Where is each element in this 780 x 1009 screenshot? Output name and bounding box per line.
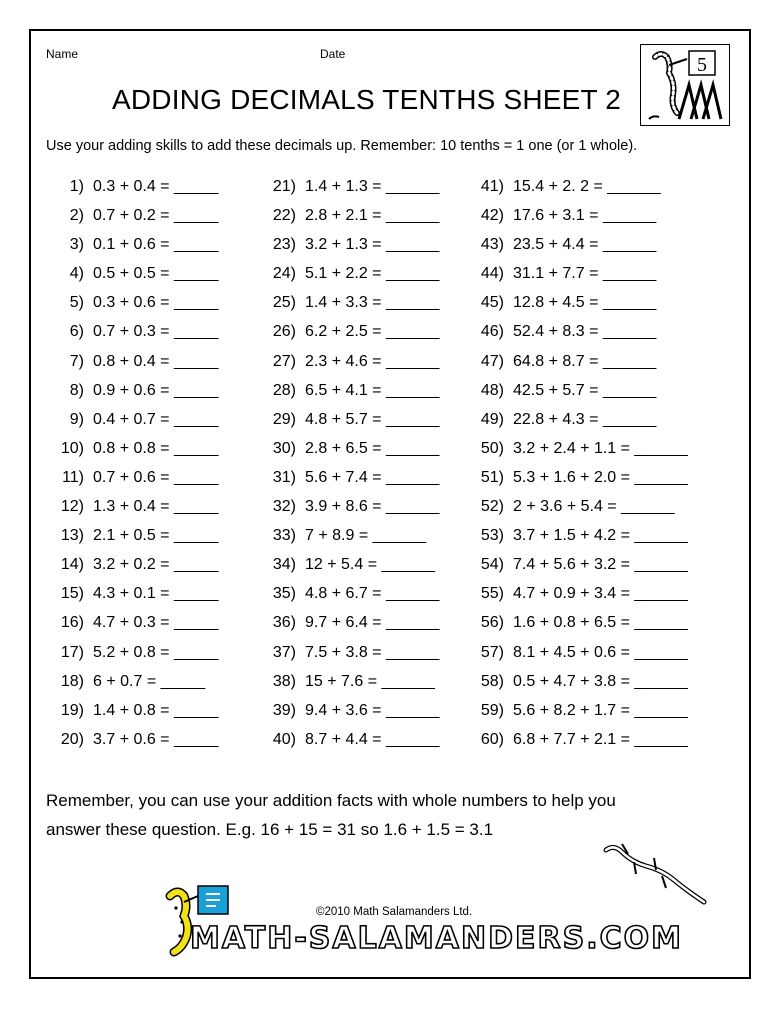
question-expression: 2.8 + 2.1 = ______ — [305, 207, 440, 225]
question-number: 20) — [60, 730, 84, 748]
question-expression: 1.4 + 0.8 = _____ — [93, 701, 219, 719]
question-number: 40) — [272, 730, 296, 748]
question-number: 7) — [69, 352, 84, 370]
question-expression: 2.8 + 6.5 = ______ — [305, 439, 440, 457]
question-expression: 4.3 + 0.1 = _____ — [93, 585, 219, 603]
question-number: 24) — [272, 265, 296, 283]
question-expression: 3.7 + 1.5 + 4.2 = ______ — [513, 527, 688, 545]
question-expression: 5.3 + 1.6 + 2.0 = ______ — [513, 468, 688, 486]
question-row — [46, 642, 218, 671]
question-row — [46, 234, 218, 263]
question-expression: 0.3 + 0.6 = _____ — [93, 294, 219, 312]
question-number: 23) — [272, 236, 296, 254]
question-row — [458, 496, 688, 525]
question-row — [458, 292, 688, 321]
question-row — [46, 292, 218, 321]
question-number: 48) — [480, 381, 504, 399]
question-row — [46, 612, 218, 641]
question-number: 34) — [272, 556, 296, 574]
question-row — [252, 205, 439, 234]
question-expression: 4.7 + 0.9 + 3.4 = ______ — [513, 585, 688, 603]
question-number: 41) — [480, 178, 504, 195]
question-row — [46, 263, 218, 292]
question-row — [46, 671, 218, 700]
question-number: 16) — [60, 614, 84, 632]
question-row — [458, 583, 688, 612]
question-row — [458, 729, 688, 758]
question-row — [46, 438, 218, 467]
question-number: 38) — [272, 672, 296, 690]
question-row — [46, 700, 218, 729]
question-number: 54) — [480, 556, 504, 574]
question-expression: 0.9 + 0.6 = _____ — [93, 381, 219, 399]
grade-logo — [640, 44, 730, 126]
question-expression: 2.3 + 4.6 = ______ — [305, 352, 440, 370]
question-expression: 17.6 + 3.1 = ______ — [513, 207, 657, 225]
brand-name: MATH-SALAMANDERS.COM — [190, 921, 683, 956]
question-expression: 7.4 + 5.6 + 3.2 = ______ — [513, 556, 688, 574]
question-number: 56) — [480, 614, 504, 632]
question-number: 60) — [480, 730, 504, 748]
question-expression: 5.6 + 8.2 + 1.7 = ______ — [513, 701, 688, 719]
question-number: 18) — [60, 672, 84, 690]
question-row — [458, 234, 688, 263]
question-expression: 3.2 + 0.2 = _____ — [93, 556, 219, 574]
date-label: Date — [320, 47, 346, 61]
question-number: 33) — [272, 527, 296, 545]
question-number: 49) — [480, 410, 504, 428]
question-expression: 6 + 0.7 = _____ — [93, 672, 206, 690]
question-number: 6) — [69, 323, 84, 341]
question-row — [46, 525, 218, 554]
question-expression: 0.8 + 0.8 = _____ — [93, 439, 219, 457]
question-number: 14) — [60, 556, 84, 574]
question-number: 2) — [69, 207, 84, 225]
question-row — [252, 263, 439, 292]
question-number: 9) — [69, 410, 84, 428]
question-expression: 5.6 + 7.4 = ______ — [305, 468, 440, 486]
question-row — [458, 321, 688, 350]
name-label: Name — [46, 47, 79, 61]
question-number: 5) — [69, 294, 84, 312]
question-row — [458, 671, 688, 700]
question-number: 25) — [272, 294, 296, 312]
question-row — [46, 321, 218, 350]
question-row — [458, 612, 688, 641]
question-expression: 0.8 + 0.4 = _____ — [93, 352, 219, 370]
question-expression: 0.3 + 0.4 = _____ — [93, 178, 219, 195]
question-row — [458, 700, 688, 729]
question-row — [252, 351, 439, 380]
question-expression: 1.3 + 0.4 = _____ — [93, 498, 219, 516]
question-row — [458, 642, 688, 671]
question-expression: 0.7 + 0.6 = _____ — [93, 468, 219, 486]
question-number: 12) — [60, 498, 84, 516]
question-row — [458, 380, 688, 409]
question-number: 53) — [480, 527, 504, 545]
questions-column-3 — [458, 176, 688, 758]
question-expression: 6.5 + 4.1 = ______ — [305, 381, 440, 399]
question-row — [46, 409, 218, 438]
question-row — [252, 700, 439, 729]
question-number: 44) — [480, 265, 504, 283]
question-row — [458, 467, 688, 496]
question-row — [46, 729, 218, 758]
question-number: 35) — [272, 585, 296, 603]
question-row — [46, 351, 218, 380]
question-expression: 5.1 + 2.2 = ______ — [305, 265, 440, 283]
question-expression: 0.5 + 4.7 + 3.8 = ______ — [513, 672, 688, 690]
question-row — [458, 351, 688, 380]
question-row — [458, 438, 688, 467]
question-row — [252, 467, 439, 496]
question-row — [252, 642, 439, 671]
question-number: 13) — [60, 527, 84, 545]
question-expression: 1.4 + 3.3 = ______ — [305, 294, 440, 312]
question-row — [46, 176, 218, 205]
question-expression: 31.1 + 7.7 = ______ — [513, 265, 657, 283]
grade-badge: 5 — [697, 54, 707, 76]
copyright: ©2010 Math Salamanders Ltd. — [316, 906, 473, 918]
question-expression: 0.4 + 0.7 = _____ — [93, 410, 219, 428]
question-number: 32) — [272, 498, 296, 516]
question-expression: 3.2 + 2.4 + 1.1 = ______ — [513, 439, 688, 457]
question-expression: 9.7 + 6.4 = ______ — [305, 614, 440, 632]
question-number: 55) — [480, 585, 504, 603]
question-expression: 42.5 + 5.7 = ______ — [513, 381, 657, 399]
question-expression: 9.4 + 3.6 = ______ — [305, 701, 440, 719]
question-number: 28) — [272, 381, 296, 399]
question-row — [252, 671, 439, 700]
question-row — [252, 729, 439, 758]
question-row — [252, 321, 439, 350]
question-number: 19) — [60, 701, 84, 719]
salamander-grade-icon — [641, 45, 729, 125]
question-row — [46, 380, 218, 409]
question-expression: 1.6 + 0.8 + 6.5 = ______ — [513, 614, 688, 632]
question-number: 30) — [272, 439, 296, 457]
question-expression: 4.8 + 5.7 = ______ — [305, 410, 440, 428]
brand-wordmark — [180, 910, 683, 958]
question-row — [252, 176, 439, 205]
question-row — [46, 496, 218, 525]
question-number: 8) — [69, 381, 84, 399]
question-expression: 64.8 + 8.7 = ______ — [513, 352, 657, 370]
question-row — [458, 525, 688, 554]
question-expression: 5.2 + 0.8 = _____ — [93, 643, 219, 661]
questions-column-2 — [252, 176, 439, 758]
page-title: ADDING DECIMALS TENTHS SHEET 2 — [112, 84, 622, 115]
question-expression: 0.5 + 0.5 = _____ — [93, 265, 219, 283]
question-number: 47) — [480, 352, 504, 370]
question-number: 4) — [69, 265, 84, 283]
question-expression: 6.8 + 7.7 + 2.1 = ______ — [513, 730, 688, 748]
question-number: 52) — [480, 498, 504, 516]
question-expression: 2 + 3.6 + 5.4 = ______ — [513, 498, 675, 516]
question-row — [252, 292, 439, 321]
question-row — [46, 583, 218, 612]
question-expression: 8.1 + 4.5 + 0.6 = ______ — [513, 643, 688, 661]
question-expression: 15.4 + 2. 2 = ______ — [513, 178, 661, 195]
question-number: 1) — [69, 178, 84, 195]
question-number: 21) — [272, 178, 296, 195]
question-number: 42) — [480, 207, 504, 225]
question-expression: 22.8 + 4.3 = ______ — [513, 410, 657, 428]
question-expression: 4.7 + 0.3 = _____ — [93, 614, 219, 632]
question-number: 29) — [272, 410, 296, 428]
question-expression: 52.4 + 8.3 = ______ — [513, 323, 657, 341]
question-number: 59) — [480, 701, 504, 719]
question-expression: 15 + 7.6 = ______ — [305, 672, 435, 690]
question-number: 37) — [272, 643, 296, 661]
question-row — [458, 176, 688, 205]
question-number: 36) — [272, 614, 296, 632]
question-row — [46, 554, 218, 583]
question-expression: 1.4 + 1.3 = ______ — [305, 178, 440, 195]
question-row — [46, 467, 218, 496]
question-row — [252, 409, 439, 438]
question-row — [458, 263, 688, 292]
question-number: 58) — [480, 672, 504, 690]
instructions: Use your adding skills to add these decimals up. Remember: 10 tenths = 1 one (or 1 whole). — [46, 138, 638, 154]
question-number: 27) — [272, 352, 296, 370]
question-number: 11) — [62, 468, 84, 486]
question-row — [458, 554, 688, 583]
question-row — [252, 525, 439, 554]
footer-note-line-2: answer these question. E.g. 16 + 15 = 31 so 1.6 + 1.5 = 3.1 — [46, 820, 494, 839]
question-expression: 0.7 + 0.2 = _____ — [93, 207, 219, 225]
question-expression: 23.5 + 4.4 = ______ — [513, 236, 657, 254]
question-expression: 4.8 + 6.7 = ______ — [305, 585, 440, 603]
question-number: 10) — [60, 439, 84, 457]
question-expression: 2.1 + 0.5 = _____ — [93, 527, 219, 545]
question-number: 43) — [480, 236, 504, 254]
salamander-icon — [600, 840, 710, 910]
question-expression: 12.8 + 4.5 = ______ — [513, 294, 657, 312]
question-expression: 3.2 + 1.3 = ______ — [305, 236, 440, 254]
question-number: 50) — [480, 439, 504, 457]
question-number: 15) — [60, 585, 84, 603]
question-row — [252, 612, 439, 641]
question-expression: 8.7 + 4.4 = ______ — [305, 730, 440, 748]
question-number: 3) — [69, 236, 84, 254]
question-number: 31) — [272, 468, 296, 486]
question-row — [252, 554, 439, 583]
question-expression: 3.7 + 0.6 = _____ — [93, 730, 219, 748]
question-row — [252, 380, 439, 409]
question-expression: 3.9 + 8.6 = ______ — [305, 498, 440, 516]
question-expression: 7.5 + 3.8 = ______ — [305, 643, 440, 661]
question-number: 22) — [272, 207, 296, 225]
question-row — [46, 205, 218, 234]
question-number: 26) — [272, 323, 296, 341]
question-number: 17) — [60, 643, 84, 661]
question-number: 51) — [480, 468, 504, 486]
question-number: 39) — [272, 701, 296, 719]
question-number: 45) — [480, 294, 504, 312]
question-row — [458, 409, 688, 438]
questions-column-1 — [46, 176, 218, 758]
question-row — [252, 496, 439, 525]
question-number: 57) — [480, 643, 504, 661]
question-row — [458, 205, 688, 234]
question-expression: 0.7 + 0.3 = _____ — [93, 323, 219, 341]
footer-note-line-1: Remember, you can use your addition facts with whole numbers to help you — [46, 791, 616, 810]
question-row — [252, 234, 439, 263]
question-expression: 6.2 + 2.5 = ______ — [305, 323, 440, 341]
question-expression: 0.1 + 0.6 = _____ — [93, 236, 219, 254]
question-expression: 7 + 8.9 = ______ — [305, 527, 426, 545]
question-expression: 12 + 5.4 = ______ — [305, 556, 435, 574]
question-number: 46) — [480, 323, 504, 341]
question-row — [252, 583, 439, 612]
question-row — [252, 438, 439, 467]
